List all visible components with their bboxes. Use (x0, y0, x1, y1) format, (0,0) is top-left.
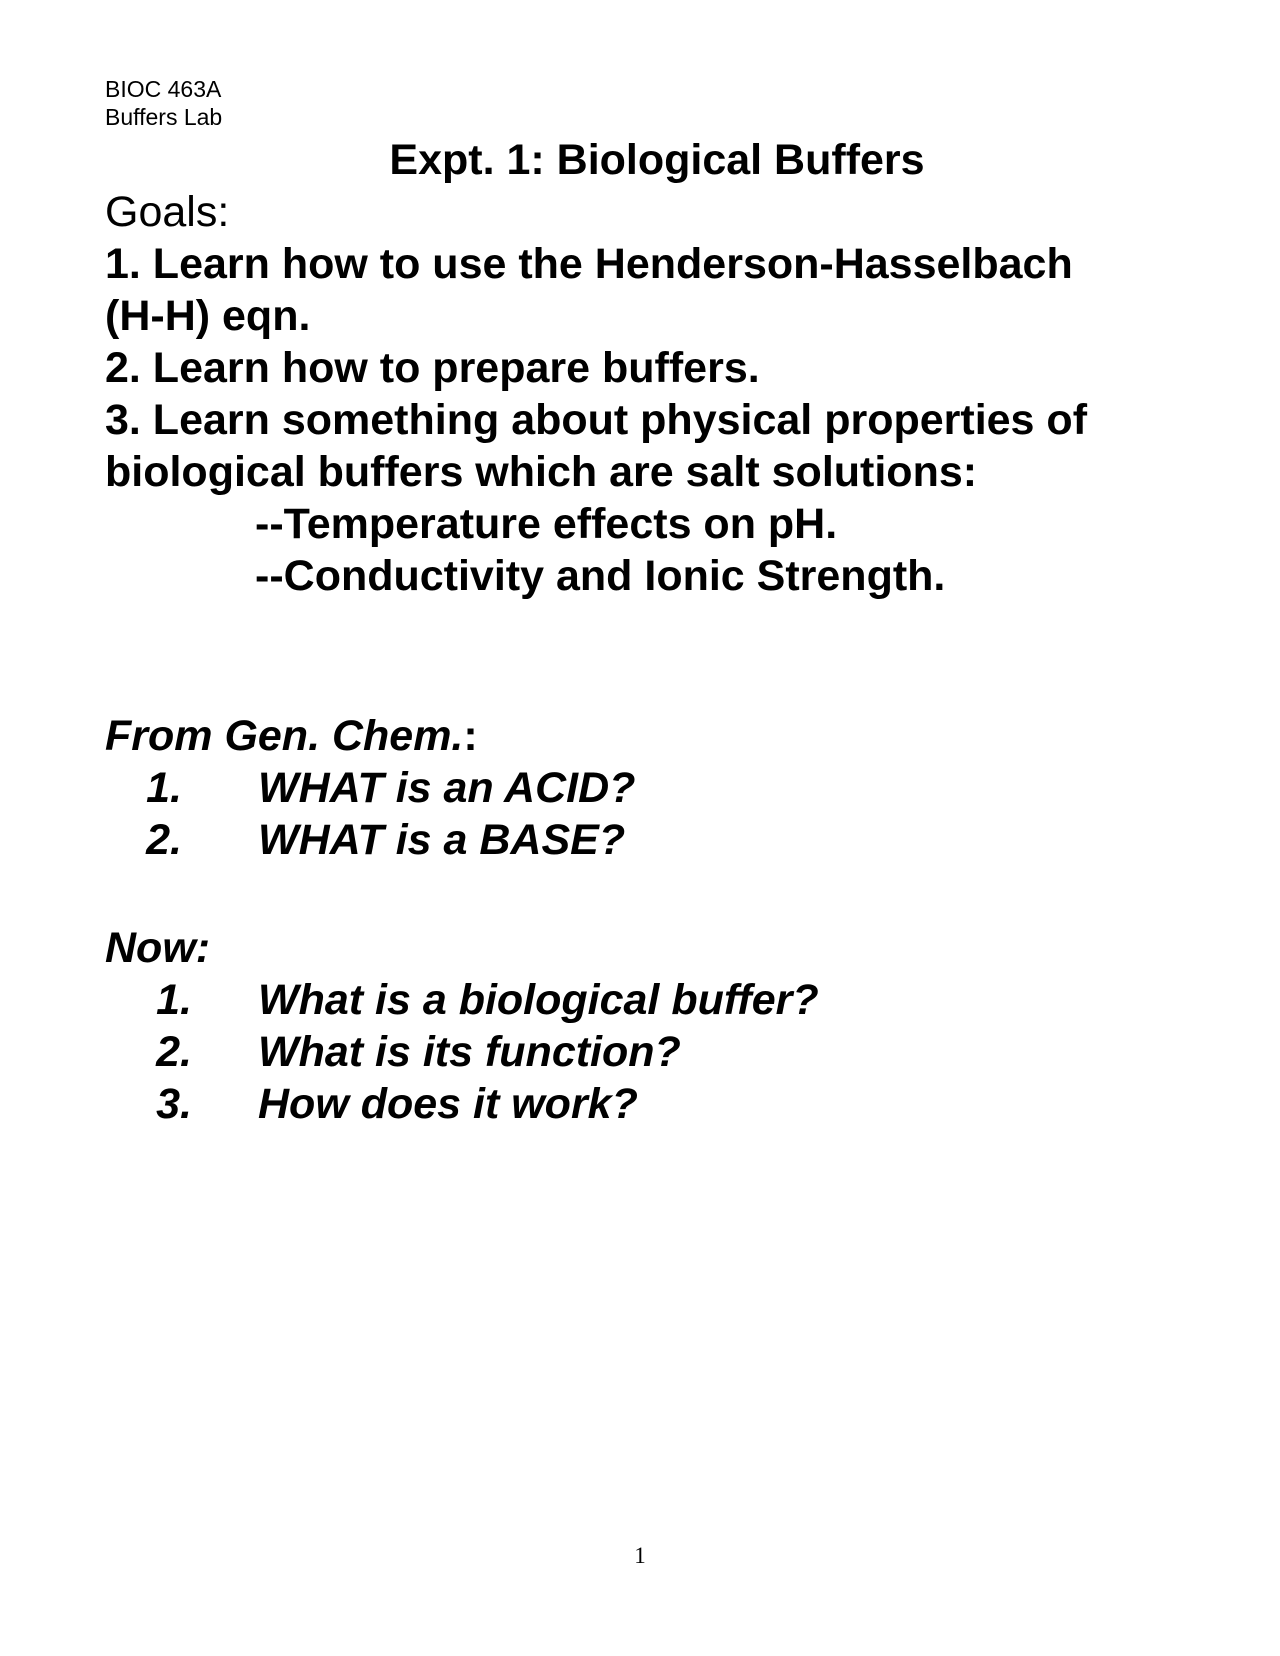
now-question-2: What is its function? (258, 1028, 681, 1076)
now-number-2: 2. (156, 1028, 192, 1076)
goal-sub-item-1: --Temperature effects on pH. (255, 500, 838, 548)
gen-chem-question-1: WHAT is an ACID? (258, 764, 636, 812)
goal-line-1: 1. Learn how to use the Henderson-Hasselbach (105, 240, 1073, 288)
goal-line-2: (H-H) eqn. (105, 292, 311, 340)
page-number: 1 (634, 1543, 646, 1568)
course-code: BIOC 463A (105, 76, 222, 102)
goal-line-3: 2. Learn how to prepare buffers. (105, 344, 760, 392)
gen-chem-question-2: WHAT is a BASE? (258, 816, 626, 864)
gen-chem-number-2: 2. (146, 816, 182, 864)
gen-chem-label: From Gen. Chem. (105, 712, 464, 760)
now-label: Now: (105, 924, 211, 972)
now-number-1: 1. (156, 976, 192, 1024)
gen-chem-colon: : (463, 712, 478, 760)
goal-line-4: 3. Learn something about physical properties of (105, 396, 1088, 444)
now-question-3: How does it work? (258, 1080, 638, 1128)
gen-chem-heading (105, 710, 478, 762)
now-question-1: What is a biological buffer? (258, 976, 819, 1024)
lab-name: Buffers Lab (105, 104, 223, 130)
page-title: Expt. 1: Biological Buffers (389, 136, 925, 184)
gen-chem-number-1: 1. (146, 764, 182, 812)
goal-sub-item-2: --Conductivity and Ionic Strength. (255, 552, 946, 600)
goal-line-5: biological buffers which are salt solutions: (105, 448, 978, 496)
goals-label: Goals: (105, 188, 230, 236)
now-number-3: 3. (156, 1080, 192, 1128)
